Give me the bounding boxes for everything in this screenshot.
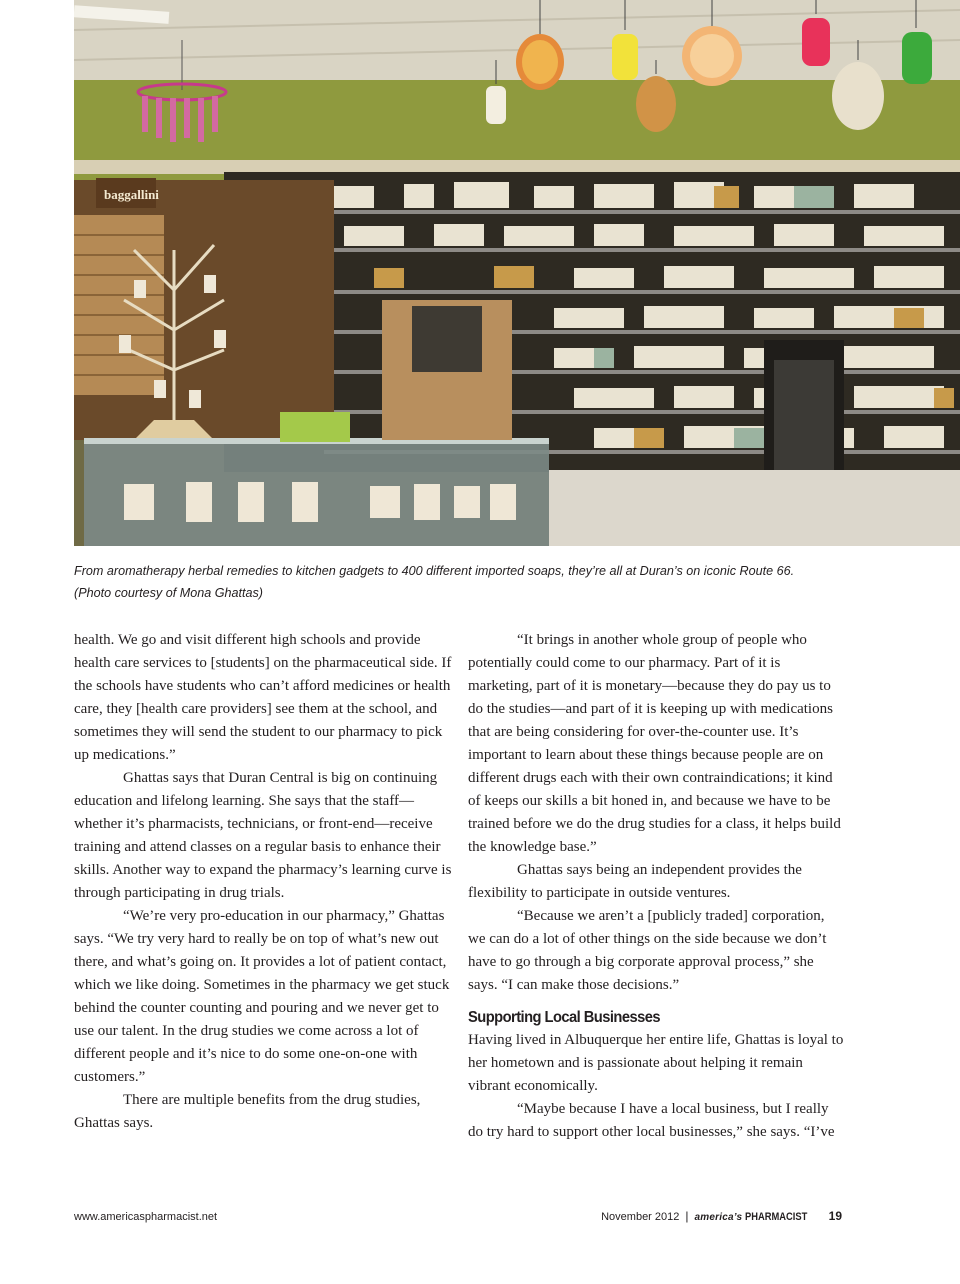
- footer-separator: |: [685, 1209, 689, 1223]
- body-paragraph: Ghattas says being an independent provides the flexibility to participate in outside ventures.: [468, 862, 802, 901]
- photo-caption: [74, 560, 894, 604]
- body-paragraph: Ghattas says that Duran Central is big on continuing education and lifelong learning. She says that the staff—whether it’s pharmacists, technicians, or front-end—receive training and attend classes on a regular basis to enhance their skills. Another way to expand the pharmacy’s learning curve is through participating in drug trials.: [74, 770, 452, 901]
- caption-line-1: From aromatherapy herbal remedies to kitchen gadgets to 400 different imported soaps, they’re all at Duran’s on iconic Route 66.: [74, 564, 795, 578]
- left-column: [74, 629, 452, 1135]
- magazine-name: PHARMACIST: [745, 1211, 808, 1223]
- body-paragraph: “Because we aren’t a [publicly traded] corporation, we can do a lot of other things on the side because we don’t have to go through a big corporate approval process,” she says. “I can make those decisions.”: [468, 908, 827, 993]
- footer-website-link[interactable]: www.americaspharmacist.net: [74, 1211, 218, 1223]
- footer-date: November 2012: [601, 1211, 680, 1223]
- body-paragraph: “We’re very pro-education in our pharmacy,” Ghattas says. “We try very hard to really be on top of what’s new out there, and what’s going on. It provides a lot of patient contact, which we like doing. Sometimes in the pharmacy we get stuck behind the counter counting and pouring and we never get to use our talent. In the drug studies we come across a lot of different people and it’s nice to do some one-on-one with customers.”: [74, 908, 450, 1085]
- page-number: 19: [828, 1209, 842, 1223]
- body-paragraph: health. We go and visit different high schools and provide health care services to [students] on the pharmaceutical side. If the schools have students who can’t afford medicines or health care, they [health care providers] see them at the school, and sometimes they will send the student to our pharmacy to pick up medications.”: [74, 632, 452, 763]
- footer-folio: [601, 1209, 842, 1223]
- section-heading: Supporting Local Businesses: [468, 1009, 661, 1026]
- body-paragraph: “It brings in another whole group of people who potentially could come to our pharmacy. Part of it is marketing, part of it is monetary—because they do pay us to do the studies—and part of it is keeping up with medications that are being considering for over-the-counter use. It’s important to learn about these things because people are on different drugs each with their own contraindications; it kind of keeps our skills a bit honed in, and because we have to be trained before we do the drug studies for a class, it helps build the knowledge base.”: [468, 632, 841, 855]
- body-paragraph: “Maybe because I have a local business, but I really do try hard to support other local businesses,” she says. “I’ve: [468, 1101, 835, 1140]
- body-paragraph: There are multiple benefits from the drug studies, Ghattas says.: [74, 1092, 421, 1131]
- store-photo-illustration: [74, 0, 960, 546]
- caption-credit: (Photo courtesy of Mona Ghattas): [74, 586, 263, 600]
- right-column: [468, 629, 844, 1144]
- store-sign-text: baggallini: [104, 187, 159, 202]
- body-paragraph: Having lived in Albuquerque her entire life, Ghattas is loyal to her hometown and is passionate about helping it remain vibrant economically.: [468, 1032, 844, 1094]
- magazine-name-prefix: america’s: [694, 1212, 743, 1223]
- store-photo: [74, 0, 960, 546]
